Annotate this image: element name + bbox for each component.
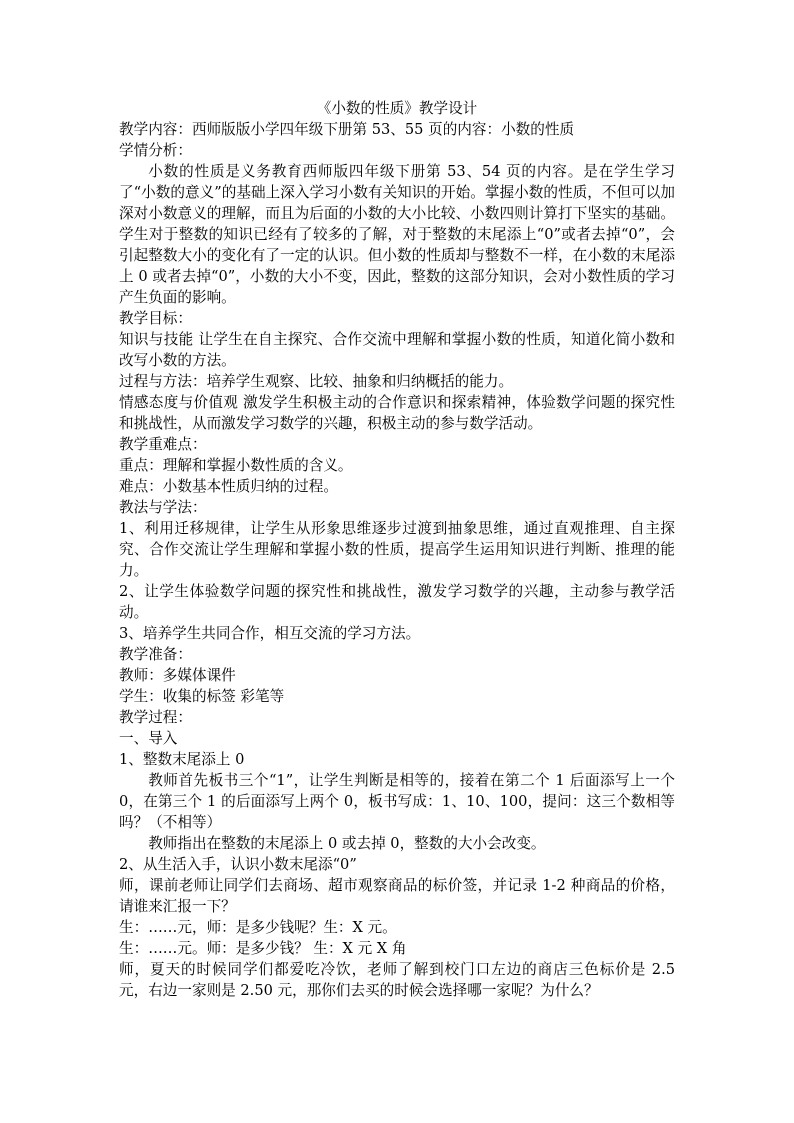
doc-title: 《小数的性质》教学设计 — [316, 100, 478, 117]
analysis-paragraph: 小数的性质是义务教育西师版四年级下册第 53、54 页的内容。是在学生学习了“小数的意义”的基础上深入学习小数有关知识的开始。掌握小数的性质，不但可以加深对小数意义的理解，而且为后面的小数的大小比较、小数四则计算打下坚实的基础。学生对于整数的知识已经有了较多的了解，对于整数的末尾添上“0”或者去掉“0”，会引起整数大小的变化有了一定的认识。但小数的性质却与整数不一样，在小数的末尾添上 0 或者去掉“0”，小数的大小不变，因此，整数的这部分知识，会对小数性质的学习产生负面的影响。 — [119, 163, 675, 306]
goal-knowledge: 知识与技能 让学生在自主探究、合作交流中理解和掌握小数的性质，知道化简小数和改写小数的方法。 — [119, 331, 675, 369]
methods-heading: 教法与学法： — [119, 499, 207, 516]
goal-attitude: 情感态度与价值观 激发学生积极主动的合作意识和探索精神，体验数学问题的探究性和挑战性，从而激发学习数学的兴趣，积极主动的参与数学活动。 — [119, 394, 675, 432]
step-note: 教师指出在整数的末尾添上 0 或去掉 0，整数的大小会改变。 — [148, 835, 546, 852]
section-heading: 一、导入 — [119, 730, 178, 747]
teaching-content-line: 教学内容：西师版版小学四年级下册第 53、55 页的内容：小数的性质 — [119, 121, 575, 138]
prep-student: 学生：收集的标签 彩笔等 — [119, 688, 285, 705]
prep-heading: 教学准备： — [119, 646, 192, 663]
method-item: 3、培养学生共同合作，相互交流的学习方法。 — [119, 625, 421, 642]
goal-process: 过程与方法：培养学生观察、比较、抽象和归纳概括的能力。 — [119, 373, 514, 390]
prep-teacher: 教师：多媒体课件 — [119, 667, 236, 684]
dialog-line: 生：……元，师：是多少钱呢？生：X 元。 — [119, 919, 397, 936]
dialog-line: 师，夏天的时候同学们都爱吃冷饮，老师了解到校门口左边的商店三色标价是 2.5 元，右边一家则是 2.50 元，那你们去买的时候会选择哪一家呢？为什么？ — [119, 961, 675, 999]
difficult-point: 难点：小数基本性质归纳的过程。 — [119, 478, 338, 495]
step-heading: 1、整数末尾添上 0 — [119, 751, 245, 768]
analysis-heading: 学情分析： — [119, 142, 192, 159]
method-item: 1、利用迁移规律，让学生从形象思维逐步过渡到抽象思维，通过直观推理、自主探究、合作交流让学生理解和掌握小数的性质，提高学生运用知识进行判断、推理的能力。 — [119, 520, 675, 579]
goals-heading: 教学目标： — [119, 310, 192, 327]
method-item: 2、让学生体验数学问题的探究性和挑战性，激发学习数学的兴趣，主动参与教学活动。 — [119, 583, 675, 621]
key-point: 重点：理解和掌握小数性质的含义。 — [119, 457, 353, 474]
step-paragraph: 教师首先板书三个“1”，让学生判断是相等的，接着在第二个 1 后面添写上一个 0，在第三个 1 的后面添写上两个 0，板书写成：1、10、100，提问：这三个数相等吗？（不相等） — [119, 772, 675, 831]
key-heading: 教学重难点： — [119, 436, 207, 453]
dialog-line: 生：……元。师：是多少钱？ 生：X 元 X 角 — [119, 940, 407, 957]
document-body — [119, 98, 675, 1001]
process-heading: 教学过程： — [119, 709, 192, 726]
dialog-line: 师，课前老师让同学们去商场、超市观察商品的标价签，并记录 1-2 种商品的价格，请谁来汇报一下？ — [119, 877, 675, 915]
step-heading: 2、从生活入手，认识小数末尾添“0” — [119, 856, 357, 873]
